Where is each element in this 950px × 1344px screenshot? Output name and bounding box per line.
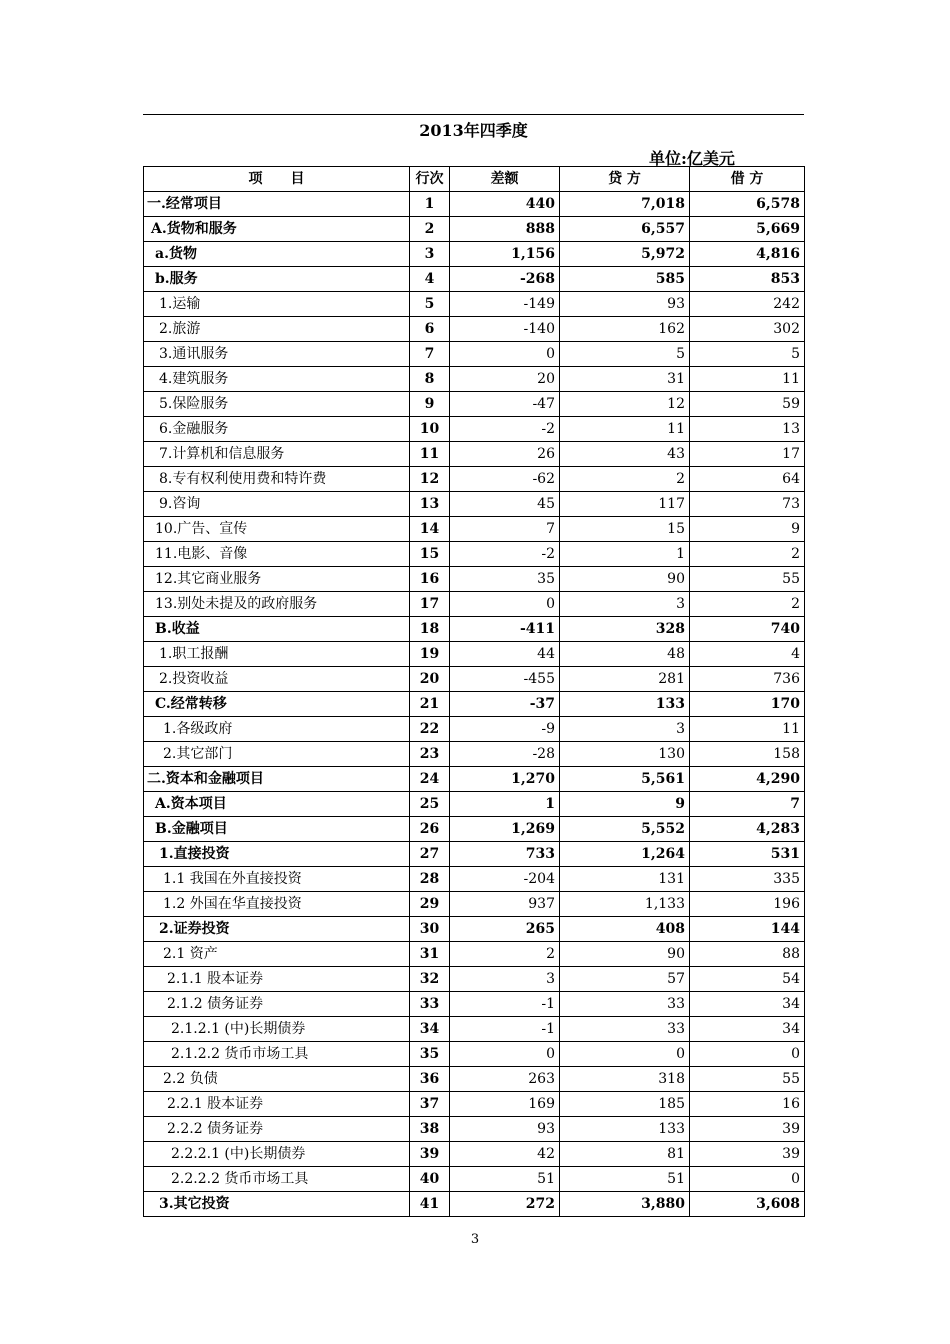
row-item-label: 10.广告、宣传 — [144, 517, 410, 542]
row-line-number: 30 — [410, 917, 450, 942]
row-item-label: C.经常转移 — [144, 692, 410, 717]
row-line-number: 19 — [410, 642, 450, 667]
row-net-value: -204 — [450, 867, 560, 892]
row-line-number: 12 — [410, 467, 450, 492]
row-debit-value: 158 — [690, 742, 805, 767]
row-credit-value: 11 — [560, 417, 690, 442]
row-debit-value: 0 — [690, 1042, 805, 1067]
row-debit-value: 34 — [690, 992, 805, 1017]
row-credit-value: 90 — [560, 567, 690, 592]
row-debit-value: 2 — [690, 542, 805, 567]
table-row — [144, 642, 805, 667]
table-body — [144, 192, 805, 1217]
row-line-number: 13 — [410, 492, 450, 517]
row-line-number: 16 — [410, 567, 450, 592]
row-net-value: 1,156 — [450, 242, 560, 267]
table-row — [144, 392, 805, 417]
row-net-value: -411 — [450, 617, 560, 642]
row-item-label: 2.2.2.2 货币市场工具 — [144, 1167, 410, 1192]
table-row — [144, 967, 805, 992]
row-item-label: 13.别处未提及的政府服务 — [144, 592, 410, 617]
row-line-number: 6 — [410, 317, 450, 342]
row-credit-value: 7,018 — [560, 192, 690, 217]
row-credit-value: 281 — [560, 667, 690, 692]
header-credit: 贷 方 — [560, 167, 690, 192]
row-credit-value: 328 — [560, 617, 690, 642]
row-debit-value: 17 — [690, 442, 805, 467]
row-credit-value: 33 — [560, 1017, 690, 1042]
table-row — [144, 1192, 805, 1217]
row-credit-value: 1,133 — [560, 892, 690, 917]
row-item-label: 2.投资收益 — [144, 667, 410, 692]
row-debit-value: 242 — [690, 292, 805, 317]
row-line-number: 9 — [410, 392, 450, 417]
row-credit-value: 31 — [560, 367, 690, 392]
row-line-number: 36 — [410, 1067, 450, 1092]
row-line-number: 3 — [410, 242, 450, 267]
row-credit-value: 9 — [560, 792, 690, 817]
row-net-value: 888 — [450, 217, 560, 242]
row-debit-value: 11 — [690, 367, 805, 392]
row-item-label: 2.2.1 股本证券 — [144, 1092, 410, 1117]
table-row — [144, 292, 805, 317]
row-credit-value: 12 — [560, 392, 690, 417]
row-item-label: 2.证券投资 — [144, 917, 410, 942]
row-net-value: -2 — [450, 542, 560, 567]
row-line-number: 15 — [410, 542, 450, 567]
row-debit-value: 4,816 — [690, 242, 805, 267]
row-net-value: -455 — [450, 667, 560, 692]
row-net-value: 93 — [450, 1117, 560, 1142]
table-row — [144, 592, 805, 617]
row-net-value: -268 — [450, 267, 560, 292]
table-header-row — [144, 167, 805, 192]
row-item-label: a.货物 — [144, 242, 410, 267]
row-net-value: 1 — [450, 792, 560, 817]
balance-of-payments-table — [143, 166, 805, 1217]
row-net-value: 733 — [450, 842, 560, 867]
table-row — [144, 442, 805, 467]
row-credit-value: 93 — [560, 292, 690, 317]
row-net-value: 20 — [450, 367, 560, 392]
row-item-label: 1.直接投资 — [144, 842, 410, 867]
table-row — [144, 717, 805, 742]
table-row — [144, 1017, 805, 1042]
row-line-number: 39 — [410, 1142, 450, 1167]
row-net-value: -37 — [450, 692, 560, 717]
row-item-label: 2.1.2.2 货币市场工具 — [144, 1042, 410, 1067]
row-line-number: 20 — [410, 667, 450, 692]
row-credit-value: 57 — [560, 967, 690, 992]
table-row — [144, 992, 805, 1017]
row-credit-value: 3 — [560, 717, 690, 742]
row-credit-value: 133 — [560, 692, 690, 717]
row-debit-value: 88 — [690, 942, 805, 967]
row-item-label: A.货物和服务 — [144, 217, 410, 242]
row-net-value: -149 — [450, 292, 560, 317]
row-net-value: 1,269 — [450, 817, 560, 842]
row-item-label: 2.1.1 股本证券 — [144, 967, 410, 992]
row-credit-value: 33 — [560, 992, 690, 1017]
row-item-label: 一.经常项目 — [144, 192, 410, 217]
row-net-value: 263 — [450, 1067, 560, 1092]
row-net-value: 7 — [450, 517, 560, 542]
row-item-label: 1.2 外国在华直接投资 — [144, 892, 410, 917]
row-credit-value: 133 — [560, 1117, 690, 1142]
row-net-value: 2 — [450, 942, 560, 967]
row-debit-value: 39 — [690, 1117, 805, 1142]
row-line-number: 28 — [410, 867, 450, 892]
row-debit-value: 4,290 — [690, 767, 805, 792]
row-net-value: 937 — [450, 892, 560, 917]
page-title: 2013年四季度 — [419, 121, 528, 140]
table-row — [144, 567, 805, 592]
row-line-number: 32 — [410, 967, 450, 992]
row-debit-value: 853 — [690, 267, 805, 292]
row-line-number: 41 — [410, 1192, 450, 1217]
table-row — [144, 317, 805, 342]
row-debit-value: 4 — [690, 642, 805, 667]
table-row — [144, 692, 805, 717]
row-item-label: 2.1.2.1 (中)长期债券 — [144, 1017, 410, 1042]
row-line-number: 22 — [410, 717, 450, 742]
row-item-label: 2.2.2 债务证券 — [144, 1117, 410, 1142]
row-credit-value: 162 — [560, 317, 690, 342]
row-debit-value: 13 — [690, 417, 805, 442]
row-net-value: 0 — [450, 592, 560, 617]
row-net-value: 3 — [450, 967, 560, 992]
table-row — [144, 217, 805, 242]
row-line-number: 1 — [410, 192, 450, 217]
row-item-label: 12.其它商业服务 — [144, 567, 410, 592]
row-line-number: 34 — [410, 1017, 450, 1042]
table-row — [144, 867, 805, 892]
row-net-value: 0 — [450, 342, 560, 367]
row-item-label: 2.1.2 债务证券 — [144, 992, 410, 1017]
row-debit-value: 11 — [690, 717, 805, 742]
row-credit-value: 131 — [560, 867, 690, 892]
row-net-value: 265 — [450, 917, 560, 942]
row-credit-value: 1,264 — [560, 842, 690, 867]
row-item-label: 2.2 负债 — [144, 1067, 410, 1092]
row-debit-value: 170 — [690, 692, 805, 717]
row-net-value: 44 — [450, 642, 560, 667]
row-net-value: 42 — [450, 1142, 560, 1167]
unit-label: 单位:亿美元 — [649, 149, 735, 168]
row-net-value: 272 — [450, 1192, 560, 1217]
row-debit-value: 3,608 — [690, 1192, 805, 1217]
table-row — [144, 742, 805, 767]
row-credit-value: 43 — [560, 442, 690, 467]
table-row — [144, 767, 805, 792]
table-row — [144, 1092, 805, 1117]
table-row — [144, 1042, 805, 1067]
row-item-label: 4.建筑服务 — [144, 367, 410, 392]
row-item-label: 7.计算机和信息服务 — [144, 442, 410, 467]
row-credit-value: 51 — [560, 1167, 690, 1192]
row-item-label: 2.其它部门 — [144, 742, 410, 767]
table-row — [144, 1067, 805, 1092]
row-item-label: 3.通讯服务 — [144, 342, 410, 367]
row-item-label: 2.旅游 — [144, 317, 410, 342]
row-net-value: 45 — [450, 492, 560, 517]
row-net-value: -1 — [450, 992, 560, 1017]
row-debit-value: 302 — [690, 317, 805, 342]
row-credit-value: 15 — [560, 517, 690, 542]
row-line-number: 17 — [410, 592, 450, 617]
table-row — [144, 517, 805, 542]
row-credit-value: 117 — [560, 492, 690, 517]
row-debit-value: 144 — [690, 917, 805, 942]
page-number: 3 — [470, 1232, 480, 1247]
table-row — [144, 792, 805, 817]
row-net-value: 1,270 — [450, 767, 560, 792]
row-debit-value: 2 — [690, 592, 805, 617]
row-credit-value: 3,880 — [560, 1192, 690, 1217]
row-credit-value: 48 — [560, 642, 690, 667]
header-line: 行次 — [410, 167, 450, 192]
row-item-label: 11.电影、音像 — [144, 542, 410, 567]
row-debit-value: 59 — [690, 392, 805, 417]
row-line-number: 5 — [410, 292, 450, 317]
table-row — [144, 192, 805, 217]
row-net-value: 26 — [450, 442, 560, 467]
row-debit-value: 54 — [690, 967, 805, 992]
table-row — [144, 242, 805, 267]
row-net-value: -28 — [450, 742, 560, 767]
row-debit-value: 4,283 — [690, 817, 805, 842]
row-credit-value: 90 — [560, 942, 690, 967]
row-item-label: 二.资本和金融项目 — [144, 767, 410, 792]
row-item-label: 8.专有权利使用费和特许费 — [144, 467, 410, 492]
row-item-label: 1.运输 — [144, 292, 410, 317]
row-line-number: 14 — [410, 517, 450, 542]
row-credit-value: 185 — [560, 1092, 690, 1117]
row-line-number: 21 — [410, 692, 450, 717]
row-debit-value: 740 — [690, 617, 805, 642]
row-line-number: 8 — [410, 367, 450, 392]
row-debit-value: 736 — [690, 667, 805, 692]
row-credit-value: 130 — [560, 742, 690, 767]
row-net-value: -140 — [450, 317, 560, 342]
table-row — [144, 917, 805, 942]
table-row — [144, 417, 805, 442]
table-row — [144, 817, 805, 842]
row-line-number: 40 — [410, 1167, 450, 1192]
row-line-number: 7 — [410, 342, 450, 367]
row-net-value: 35 — [450, 567, 560, 592]
row-net-value: 440 — [450, 192, 560, 217]
row-credit-value: 318 — [560, 1067, 690, 1092]
row-credit-value: 0 — [560, 1042, 690, 1067]
row-item-label: 9.咨询 — [144, 492, 410, 517]
row-debit-value: 64 — [690, 467, 805, 492]
row-line-number: 33 — [410, 992, 450, 1017]
row-item-label: 1.1 我国在外直接投资 — [144, 867, 410, 892]
table-row — [144, 542, 805, 567]
row-line-number: 2 — [410, 217, 450, 242]
row-debit-value: 55 — [690, 567, 805, 592]
row-credit-value: 3 — [560, 592, 690, 617]
table-row — [144, 842, 805, 867]
row-credit-value: 5,972 — [560, 242, 690, 267]
row-net-value: -9 — [450, 717, 560, 742]
row-credit-value: 6,557 — [560, 217, 690, 242]
table-row — [144, 367, 805, 392]
table-row — [144, 467, 805, 492]
table-row — [144, 342, 805, 367]
table-row — [144, 942, 805, 967]
row-net-value: -47 — [450, 392, 560, 417]
row-item-label: A.资本项目 — [144, 792, 410, 817]
table-row — [144, 1142, 805, 1167]
row-debit-value: 6,578 — [690, 192, 805, 217]
row-net-value: 51 — [450, 1167, 560, 1192]
row-credit-value: 5 — [560, 342, 690, 367]
row-credit-value: 81 — [560, 1142, 690, 1167]
row-line-number: 35 — [410, 1042, 450, 1067]
table-row — [144, 267, 805, 292]
table-row — [144, 492, 805, 517]
row-debit-value: 5,669 — [690, 217, 805, 242]
row-line-number: 26 — [410, 817, 450, 842]
row-item-label: 1.职工报酬 — [144, 642, 410, 667]
row-net-value: 169 — [450, 1092, 560, 1117]
table-row — [144, 892, 805, 917]
row-net-value: 0 — [450, 1042, 560, 1067]
row-item-label: b.服务 — [144, 267, 410, 292]
row-credit-value: 408 — [560, 917, 690, 942]
row-credit-value: 2 — [560, 467, 690, 492]
row-item-label: 2.2.2.1 (中)长期债券 — [144, 1142, 410, 1167]
row-item-label: 1.各级政府 — [144, 717, 410, 742]
row-item-label: 3.其它投资 — [144, 1192, 410, 1217]
row-line-number: 27 — [410, 842, 450, 867]
row-debit-value: 531 — [690, 842, 805, 867]
row-debit-value: 0 — [690, 1167, 805, 1192]
row-net-value: -2 — [450, 417, 560, 442]
header-debit: 借 方 — [690, 167, 805, 192]
row-item-label: B.金融项目 — [144, 817, 410, 842]
row-debit-value: 5 — [690, 342, 805, 367]
row-credit-value: 585 — [560, 267, 690, 292]
row-line-number: 29 — [410, 892, 450, 917]
row-line-number: 24 — [410, 767, 450, 792]
row-debit-value: 7 — [690, 792, 805, 817]
table-row — [144, 667, 805, 692]
row-line-number: 37 — [410, 1092, 450, 1117]
row-debit-value: 196 — [690, 892, 805, 917]
row-debit-value: 39 — [690, 1142, 805, 1167]
row-line-number: 11 — [410, 442, 450, 467]
row-line-number: 18 — [410, 617, 450, 642]
table-row — [144, 617, 805, 642]
row-line-number: 4 — [410, 267, 450, 292]
table-row — [144, 1167, 805, 1192]
row-debit-value: 73 — [690, 492, 805, 517]
row-line-number: 23 — [410, 742, 450, 767]
row-credit-value: 5,552 — [560, 817, 690, 842]
header-item: 项 目 — [144, 167, 410, 192]
row-debit-value: 55 — [690, 1067, 805, 1092]
row-line-number: 10 — [410, 417, 450, 442]
row-line-number: 25 — [410, 792, 450, 817]
row-debit-value: 16 — [690, 1092, 805, 1117]
row-debit-value: 335 — [690, 867, 805, 892]
top-rule — [143, 114, 804, 115]
row-item-label: B.收益 — [144, 617, 410, 642]
row-line-number: 31 — [410, 942, 450, 967]
row-item-label: 6.金融服务 — [144, 417, 410, 442]
row-credit-value: 5,561 — [560, 767, 690, 792]
table-row — [144, 1117, 805, 1142]
row-item-label: 2.1 资产 — [144, 942, 410, 967]
header-net: 差额 — [450, 167, 560, 192]
row-net-value: -1 — [450, 1017, 560, 1042]
row-net-value: -62 — [450, 467, 560, 492]
row-credit-value: 1 — [560, 542, 690, 567]
row-debit-value: 34 — [690, 1017, 805, 1042]
row-line-number: 38 — [410, 1117, 450, 1142]
row-item-label: 5.保险服务 — [144, 392, 410, 417]
row-debit-value: 9 — [690, 517, 805, 542]
